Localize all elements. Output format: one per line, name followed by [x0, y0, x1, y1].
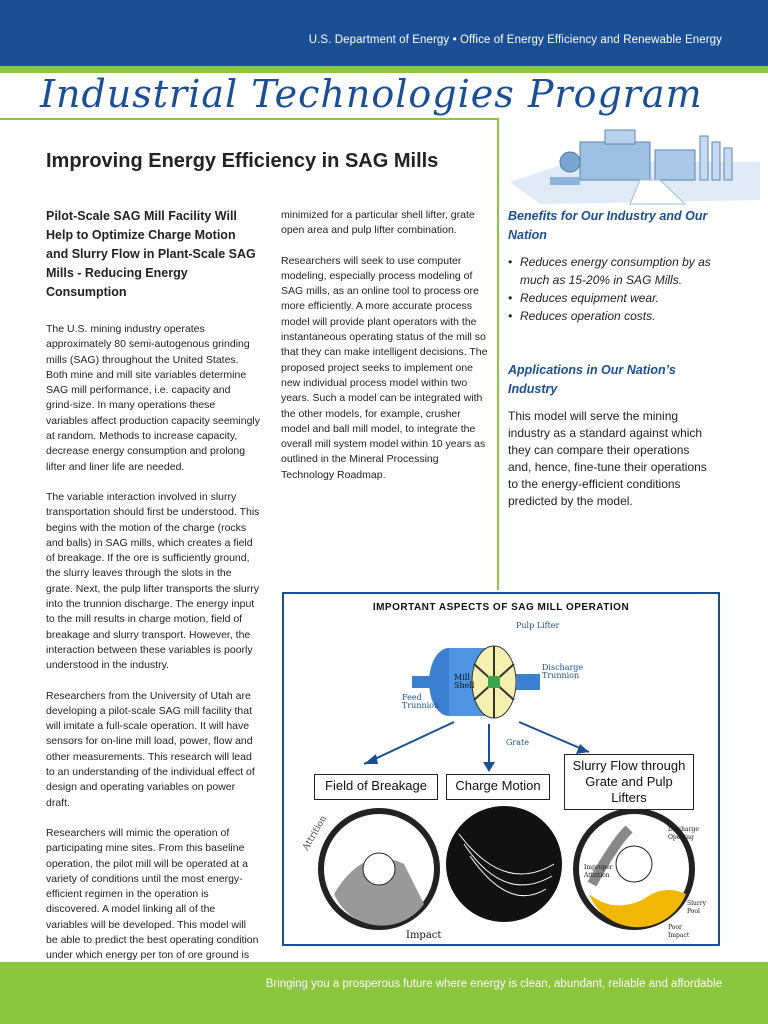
grate-label: Grate [506, 738, 529, 747]
body-column-2 [281, 208, 489, 498]
slurry-flow-box: Slurry Flow through Grate and Pulp Lifters [564, 754, 694, 810]
charge-motion-box: Charge Motion [446, 774, 550, 800]
list-item: • Reduces operation costs. [508, 307, 722, 325]
sag-mill-diagram [282, 592, 720, 946]
page-title: Improving Energy Efficiency in SAG Mills [46, 150, 439, 172]
program-title: Industrial Technologies Program [40, 72, 703, 116]
body-column-1 [46, 322, 260, 979]
field-of-breakage-box: Field of Breakage [314, 774, 438, 800]
trunnion-hub [488, 676, 500, 688]
header-bar [0, 0, 768, 66]
feed-trunnion-label: Feed Trunnion [402, 693, 440, 710]
discharge-trunnion [516, 674, 540, 690]
footer-bar [0, 962, 768, 1024]
pulp-lifter-label: Pulp Lifter [516, 621, 560, 630]
discharge-trunnion-label: Discharge Trunnion [542, 663, 584, 680]
list-item: • Reduces energy consumption by as much as 15-20% in SAG Mills. [508, 253, 722, 289]
benefits-list [508, 253, 722, 325]
attrition-label: Attrition [301, 814, 330, 853]
benefits-heading: Benefits for Our Industry and Our Nation [508, 209, 708, 242]
factory-illustration [510, 122, 760, 207]
paragraph: Researchers will seek to use computer modeling, especially process modeling of SAG mills, as an online tool to process ore more efficiently. A more accurate process model will provide plant operators with the instantaneous operating status of the mill so that they can make intelligent decisions. The proposed project seeks to implement one new individual process model within two years. Such a model can be integrated with the other models, for example, crusher model and ball mill model, to integrate the overall mill system model within 10 years as outlined in the Mineral Processing Technology Roadmap. [281, 254, 488, 481]
discharge-opening-label: Discharge Opening [668, 826, 699, 841]
mill-shell-label: Mill Shell [454, 673, 475, 690]
applications-text: This model will serve the mining industry as a standard against which they can compare their operations and, hence, fine-tune their operations to the energy-efficient conditions predicted by the model. [508, 409, 707, 508]
agency-line: U.S. Department of Energy • Office of Energy Efficiency and Renewable Energy [308, 34, 722, 46]
paragraph: The U.S. mining industry operates approximately 80 semi-autogenous grinding mills (SAG) throughout the United States. Both mine and mill site variables determine SAG mill performance, i.e. capacity and grind-size. In many operations these variables affect production capacity seemingly at random. Methods to increase capacity, decrease energy consumption and prolong lifter and liner life are needed. [46, 323, 261, 473]
subheading: Pilot-Scale SAG Mill Facility Will Help to Optimize Charge Motion and Slurry Flow in Plant-Scale SAG Mills - Reducing Energy Consumption [46, 209, 256, 299]
paragraph: The variable interaction involved in slurry transportation should first be understood. This begins with the motion of the charge (rocks and balls) in SAG mills, which creates a field of breakage. If the ore is sufficiently ground, the slurry leaves through the slots in the grate. Next, the pulp lifter transports the slurry into the trunnion discharge. The energy input to the mill results in charge motion, field of breakage and slurry transport. However, the interaction between these variables is poorly understood in the industry. [46, 490, 260, 672]
feed-trunnion [412, 676, 432, 688]
figure-title: IMPORTANT ASPECTS OF SAG MILL OPERATION [372, 602, 630, 613]
applications-heading: Applications in Our Nation’s Industry [508, 363, 676, 396]
paragraph: Researchers will mimic the operation of participating mine sites. From this baseline operation, the pilot mill will be operated at a variety of conditions until the most energy-efficient regimen in the operation is discovered. A model linking all of the variables will be developed. This model will be able to predict the best operating condition under which energy per ton of ore ground is [46, 826, 259, 962]
footer-tagline: Bringing you a prosperous future where energy is clean, abundant, reliable and affordable [265, 978, 722, 990]
poor-impact-label: Poor Impact [668, 924, 690, 939]
divider-vertical [497, 118, 499, 590]
divider-horizontal [0, 118, 497, 120]
impact-label: Impact [406, 930, 442, 941]
list-item: • Reduces equipment wear. [508, 289, 722, 307]
slurry-pool-label: Slurry Pool [687, 900, 707, 915]
paragraph: minimized for a particular shell lifter, grate open area and pulp lifter combination. [281, 209, 475, 237]
improper-attrition-label: Improper Attrition [584, 864, 613, 879]
paragraph: Researchers from the University of Utah are developing a pilot-scale SAG mill facility that will imitate a full-scale operation. It will have sensors for on-line mill load, power, flow and other measurements. This research will lead to an understanding of the individual effect of design and operating variables on power draft. [46, 689, 255, 809]
charge-motion-mill [446, 806, 562, 922]
